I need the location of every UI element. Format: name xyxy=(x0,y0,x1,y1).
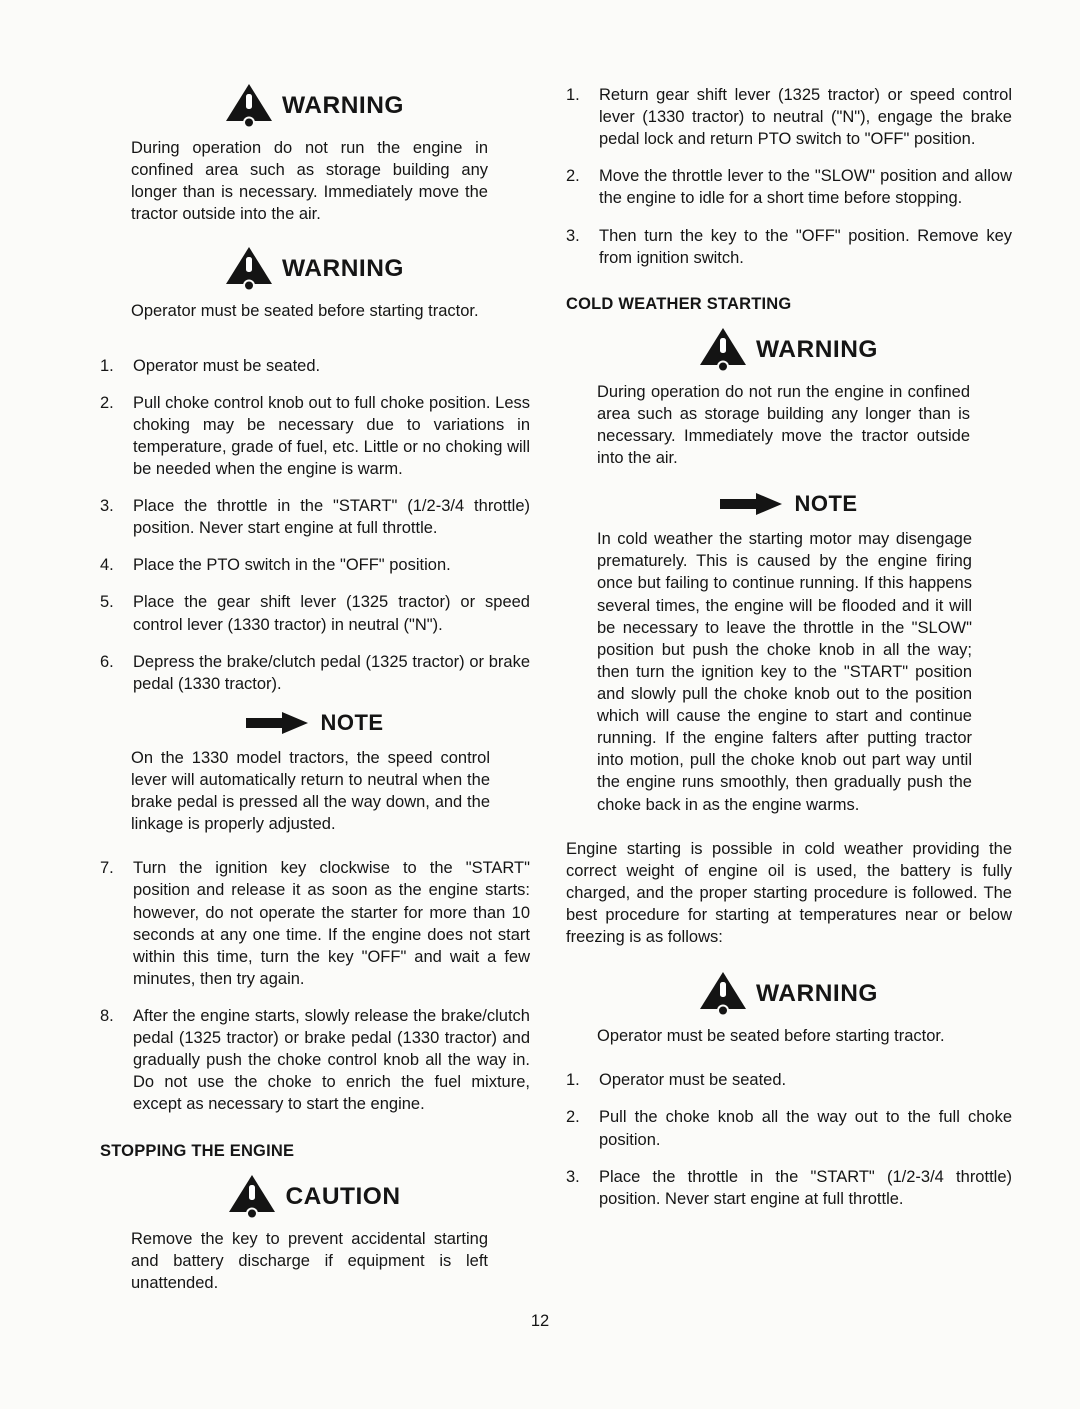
list-item-text: Depress the brake/clutch pedal (1325 tractor) or brake pedal (1330 tractor). xyxy=(133,652,530,693)
two-column-layout xyxy=(100,84,1012,1316)
list-item-text: Return gear shift lever (1325 tractor) or speed control lever (1330 tractor) to neutral ("N"), engage the brake pedal lock and return PTO switch to "OFF" position. xyxy=(599,86,1012,149)
numbered-list-item xyxy=(566,165,1012,209)
section-heading-cold-weather-starting: COLD WEATHER STARTING xyxy=(566,294,792,313)
list-item-text: Place the throttle in the "START" (1/2-3/4 throttle) position. Never start engine at full throttle. xyxy=(599,1167,1012,1208)
list-item-text: Pull the choke knob all the way out to the full choke position. xyxy=(599,1108,1012,1149)
warning-block xyxy=(100,84,530,225)
warning-body: Operator must be seated before starting tractor. xyxy=(597,1027,945,1046)
warning-block xyxy=(566,972,1012,1047)
numbered-list-item xyxy=(100,1005,530,1116)
warning-title: WARNING xyxy=(756,335,878,363)
list-item-number: 2. xyxy=(566,1108,580,1127)
list-item-text: Pull choke control knob out to full choke position. Less choking may be necessary due to variations in temperature, grade of fuel, etc. Little or no choking will be needed when the engine is warm. xyxy=(133,393,530,478)
list-item-number: 4. xyxy=(100,556,114,575)
caution-title: CAUTION xyxy=(285,1182,401,1210)
numbered-list-item xyxy=(566,1106,1012,1150)
caution-block xyxy=(100,1175,530,1294)
left-column xyxy=(100,84,530,1316)
warning-body: Operator must be seated before starting tractor. xyxy=(131,302,479,321)
note-body: On the 1330 model tractors, the speed control lever will automatically return to neutral when the brake pedal is pressed all the way down, and the linkage is properly adjusted. xyxy=(131,748,490,834)
numbered-list-item xyxy=(100,355,530,377)
list-item-text: Operator must be seated. xyxy=(599,1071,787,1090)
warning-block xyxy=(566,328,1012,469)
list-item-number: 1. xyxy=(100,356,114,375)
warning-header xyxy=(566,328,1012,372)
note-body: In cold weather the starting motor may disengage prematurely. This is caused by the engine firing once but failing to continue running. If this happens several times, the engine will be flooded and it will be necessary to leave the throttle in the "SLOW" position but push the choke knob in all the way; then turn the ignition key to the "START" position and slowly pull the choke knob out to the position which will cause the engine to start and continue running. If the engine falters after putting tractor into motion, pull the choke knob out part way until the engine runs smoothly, then gradually push the choke back in as the engine warms. xyxy=(597,530,972,814)
list-item-number: 5. xyxy=(100,593,114,612)
note-header xyxy=(566,491,1012,517)
note-block xyxy=(100,710,530,835)
note-block xyxy=(566,491,1012,815)
list-item-number: 6. xyxy=(100,652,114,671)
numbered-list-item xyxy=(566,225,1012,269)
note-title: NOTE xyxy=(794,491,858,517)
note-header xyxy=(100,710,530,736)
list-item-number: 2. xyxy=(100,393,114,412)
right-column xyxy=(566,84,1012,1316)
list-item-text: Operator must be seated. xyxy=(133,356,321,375)
note-arrow-icon xyxy=(720,492,782,516)
list-item-number: 8. xyxy=(100,1006,114,1025)
warning-triangle-icon xyxy=(700,972,746,1016)
warning-title: WARNING xyxy=(756,980,878,1008)
section-heading-stopping-the-engine: STOPPING THE ENGINE xyxy=(100,1141,295,1160)
warning-header xyxy=(566,972,1012,1016)
warning-header xyxy=(100,247,530,291)
list-item-number: 3. xyxy=(566,1167,580,1186)
numbered-list-item xyxy=(100,554,530,576)
list-item-number: 1. xyxy=(566,86,580,104)
numbered-list-item xyxy=(100,857,530,990)
note-arrow-icon xyxy=(246,711,308,735)
numbered-list-item xyxy=(100,495,530,539)
numbered-list-item xyxy=(566,1166,1012,1210)
numbered-list-item xyxy=(100,591,530,635)
warning-body: During operation do not run the engine in confined area such as storage building any longer than is necessary. Immediately move the tractor outside into the air. xyxy=(597,382,970,468)
caution-body: Remove the key to prevent accidental starting and battery discharge if equipment is left unattended. xyxy=(131,1229,488,1292)
numbered-list-item xyxy=(100,392,530,480)
warning-title: WARNING xyxy=(282,92,404,119)
caution-triangle-icon xyxy=(229,1175,275,1219)
list-item-number: 3. xyxy=(100,497,114,516)
list-item-text: Place the gear shift lever (1325 tractor) or speed control lever (1330 tractor) in neutral ("N"). xyxy=(133,593,530,634)
warning-title: WARNING xyxy=(282,255,404,283)
list-item-number: 1. xyxy=(566,1071,580,1090)
list-item-number: 7. xyxy=(100,859,114,878)
page-number: 12 xyxy=(530,1312,550,1330)
body-paragraph: Engine starting is possible in cold weather providing the correct weight of engine oil is used, the battery is fully charged, and the proper starting procedure is followed. The best procedure for starting at temperatures near or below freezing is as follows: xyxy=(566,839,1012,947)
warning-triangle-icon xyxy=(226,247,272,291)
warning-triangle-icon xyxy=(226,84,272,128)
list-item-text: Then turn the key to the "OFF" position. Remove key from ignition switch. xyxy=(599,226,1012,267)
warning-header xyxy=(100,84,530,128)
list-item-number: 2. xyxy=(566,167,580,186)
warning-triangle-icon xyxy=(700,328,746,372)
list-item-text: Place the throttle in the "START" (1/2-3/4 throttle) position. Never start engine at full throttle. xyxy=(133,497,530,538)
warning-body: During operation do not run the engine in confined area such as storage building any longer than is necessary. Immediately move the tractor outside into the air. xyxy=(131,139,488,224)
list-item-text: After the engine starts, slowly release the brake/clutch pedal (1325 tractor) or brake pedal (1330 tractor) and gradually push the choke control knob all the way in. Do not use the choke to enrich the fuel mixture, except as necessary to start the engine. xyxy=(133,1006,530,1114)
list-item-number: 3. xyxy=(566,226,580,245)
note-title: NOTE xyxy=(320,709,384,735)
list-item-text: Turn the ignition key clockwise to the "START" position and release it as soon as the engine starts: however, do not operate the starter for more than 10 seconds at any one time. If the engine does not start within this time, turn the key "OFF" and wait a few minutes, then try again. xyxy=(133,859,530,988)
numbered-list-item xyxy=(566,84,1012,150)
warning-block xyxy=(100,247,530,322)
list-item-text: Move the throttle lever to the "SLOW" position and allow the engine to idle for a short time before stopping. xyxy=(599,167,1012,208)
numbered-list-item xyxy=(100,651,530,695)
list-item-text: Place the PTO switch in the "OFF" position. xyxy=(133,556,451,575)
caution-header xyxy=(100,1175,530,1219)
numbered-list-item xyxy=(566,1069,1012,1091)
